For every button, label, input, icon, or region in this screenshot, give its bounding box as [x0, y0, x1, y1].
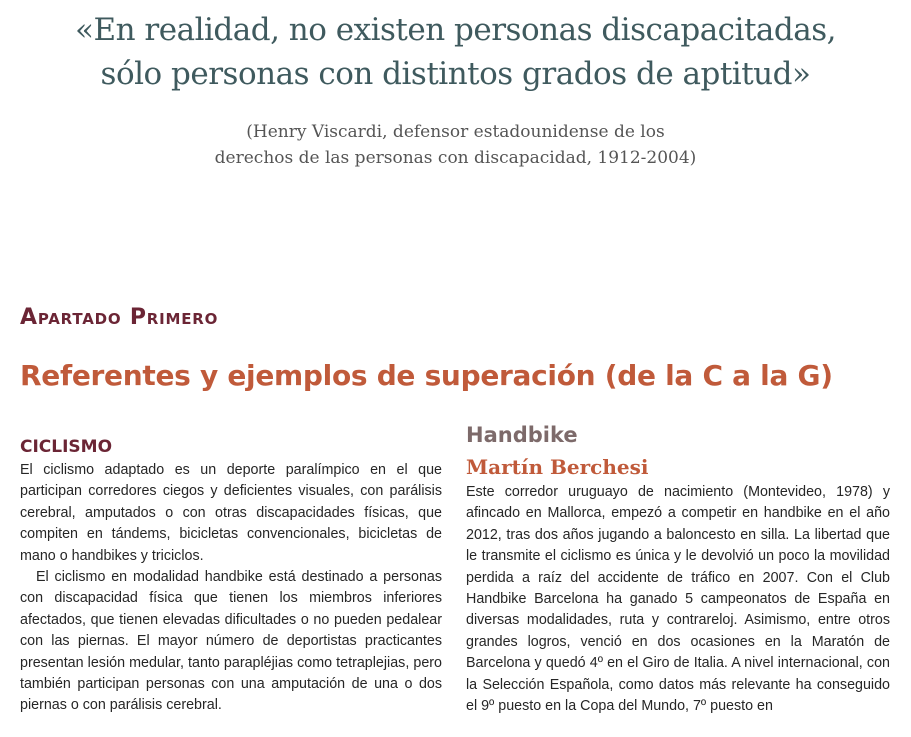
athlete-paragraph: Este corredor uruguayo de nacimiento (Montevideo, 1978) y afincado en Mallorca, empezó a competir en handbike en el año 2012, tras dos años jugando a baloncesto en silla. La libertad que le transmite el ciclismo es única y le devolvió un poco la movilidad perdida a raíz del accidente de tráfico en 2007. Con el Club Handbike Barcelona ha ganado 5 campeonatos de España en diversas modalidades, ruta y contrareloj. Asimismo, entre otros grandes logros, venció en dos ocasiones en la Maratón de Barcelona y quedó 4º en el Giro de Italia. A nivel internacional, con la Selección Española, como datos más relevante ha conseguido el 9º puesto en la Copa del Mundo, 7º puesto en	[466, 484, 890, 715]
quote-line-2: sólo personas con distintos grados de aptitud»	[100, 56, 811, 92]
attribution-line-2: derechos de las personas con discapacidad, 1912-2004)	[214, 148, 697, 168]
ciclismo-heading: CICLISMO	[20, 437, 113, 457]
attribution-line-1: (Henry Viscardi, defensor estadounidense de los	[246, 122, 665, 142]
ciclismo-paragraph-2: El ciclismo en modalidad handbike está destinado a personas con discapacidad física que tienen los miembros inferiores afectados, que tienen elevadas dificultades o no pueden pedalear con las piernas. El mayor número de deportistas practicantes presentan lesión medular, tanto parapléjias como tetraplejias, pero también participan personas con una amputación de una o dos piernas o con parálisis cerebral.	[20, 569, 442, 714]
section-label: Apartado Primero	[20, 305, 219, 330]
athlete-name: Martín Berchesi	[466, 455, 649, 479]
quote-line-1: «En realidad, no existen personas discapacitadas,	[75, 12, 836, 48]
right-column	[466, 420, 890, 717]
ciclismo-paragraph-1: El ciclismo adaptado es un deporte paralímpico en el que participan corredores ciegos y deficientes visuales, con parálisis cerebral, amputados o con otras discapacidades físicas, que compiten en tándems, bicicletas convencionales, bicicletas de mano o handbikes y triciclos.	[20, 462, 442, 564]
epigraph-quote	[0, 8, 911, 96]
left-column	[20, 436, 442, 717]
handbike-heading: Handbike	[466, 423, 578, 447]
quote-attribution	[0, 119, 911, 171]
section-title: Referentes y ejemplos de superación (de la C a la G)	[20, 359, 833, 392]
